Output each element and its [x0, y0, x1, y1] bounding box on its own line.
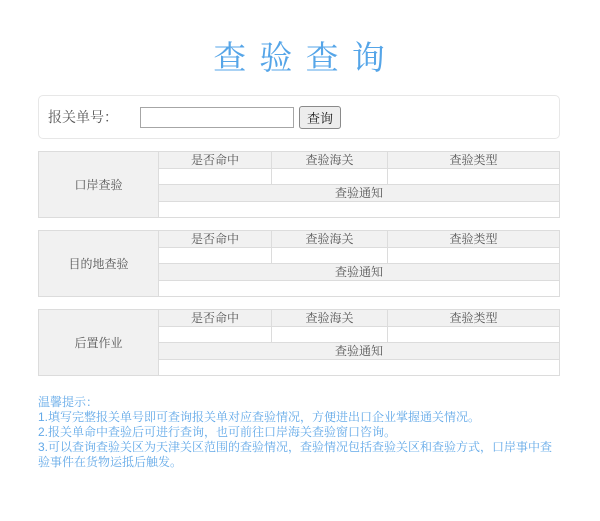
post-type-value — [388, 327, 560, 343]
port-notice-value — [159, 202, 560, 218]
post-hit-value — [159, 327, 272, 343]
destination-hit-value — [159, 248, 272, 264]
header-customs: 查验海关 — [272, 310, 388, 327]
tips-item-2: 2.报关单命中查验后可进行查询，也可前往口岸海关查验窗口咨询。 — [38, 425, 397, 439]
header-hit: 是否命中 — [159, 231, 272, 248]
header-customs: 查验海关 — [272, 152, 388, 169]
tips-block — [38, 395, 560, 470]
post-operation-table — [38, 309, 560, 376]
port-customs-value — [272, 169, 388, 185]
declaration-number-label: 报关单号： — [48, 109, 118, 125]
header-hit: 是否命中 — [159, 310, 272, 327]
post-customs-value — [272, 327, 388, 343]
destination-inspection-table — [38, 230, 560, 297]
header-type: 查验类型 — [388, 152, 560, 169]
destination-customs-value — [272, 248, 388, 264]
header-type: 查验类型 — [388, 310, 560, 327]
section-label-destination: 目的地查验 — [39, 231, 159, 297]
header-hit: 是否命中 — [159, 152, 272, 169]
section-label-port: 口岸查验 — [39, 152, 159, 218]
tips-item-3: 3.可以查询查验关区为天津关区范围的查验情况，查验情况包括查验关区和查验方式，口岸事中查验事件在货物运抵后触发。 — [38, 440, 553, 469]
declaration-number-input[interactable] — [140, 107, 294, 128]
page-title: 查 验 查 询 — [213, 39, 387, 76]
destination-notice-value — [159, 281, 560, 297]
section-label-post: 后置作业 — [39, 310, 159, 376]
query-button[interactable]: 查询 — [299, 106, 341, 129]
header-customs: 查验海关 — [272, 231, 388, 248]
destination-notice-label: 查验通知 — [159, 264, 560, 281]
port-notice-label: 查验通知 — [159, 185, 560, 202]
header-type: 查验类型 — [388, 231, 560, 248]
port-inspection-table — [38, 151, 560, 218]
port-type-value — [388, 169, 560, 185]
post-notice-value — [159, 360, 560, 376]
tips-item-1: 1.填写完整报关单号即可查询报关单对应查验情况，方便进出口企业掌握通关情况。 — [38, 410, 481, 424]
tips-title: 温馨提示： — [38, 395, 99, 409]
post-notice-label: 查验通知 — [159, 343, 560, 360]
port-hit-value — [159, 169, 272, 185]
destination-type-value — [388, 248, 560, 264]
search-panel — [38, 95, 560, 139]
